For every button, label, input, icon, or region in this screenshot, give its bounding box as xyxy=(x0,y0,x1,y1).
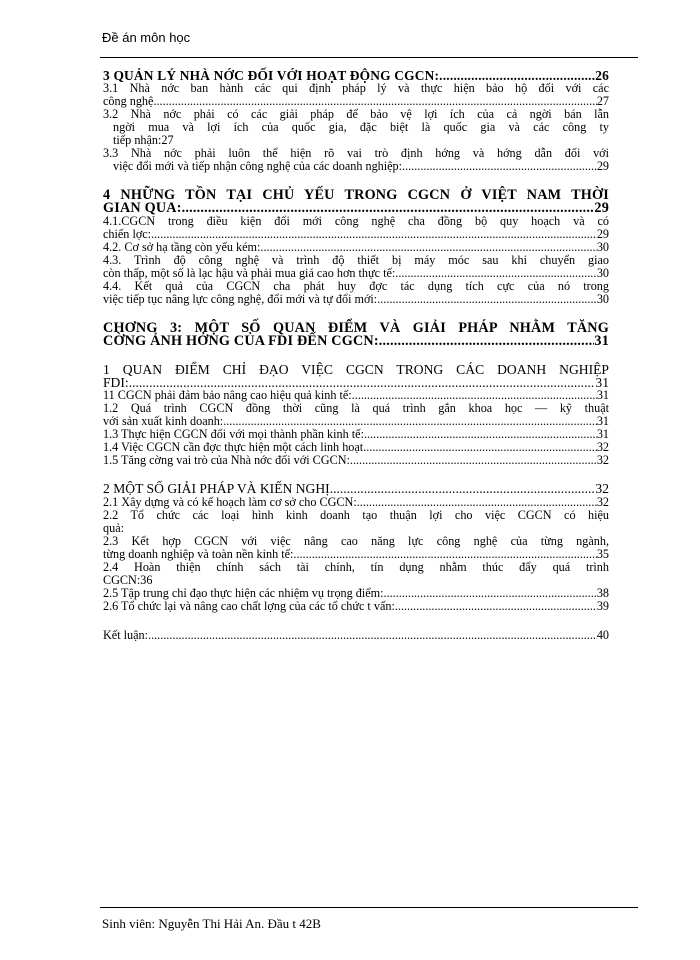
toc-page-number: 29 xyxy=(596,159,609,173)
toc-entry-1-3: 1.3 Thực hiện CGCN đối với mọi thành phần kinh tế: ..... 31 xyxy=(103,428,609,441)
toc-entry-1-4: 1.4 Việc CGCN cần đợc thực hiện một cách linh hoạt ..... 32 xyxy=(103,441,609,454)
toc-page-number: 30 xyxy=(596,240,609,254)
dot-leader xyxy=(402,160,597,173)
dot-leader xyxy=(293,548,596,561)
toc-page-number: 35 xyxy=(596,546,609,561)
toc-entry-1-1: 11 CGCN phải đảm bảo nâng cao hiệu quả kinh tế: ..... 31 xyxy=(103,389,609,402)
dot-leader xyxy=(364,428,597,441)
toc-page-number: 38 xyxy=(596,585,609,600)
toc-entry-4-1-line1: 4.1.CGCN trong điều kiện đổi mới công nghệ cha đồng bộ quy hoạch và có xyxy=(103,214,609,228)
toc-entry-3-2-line3: tiếp nhận:27 xyxy=(113,133,174,147)
toc-entry-4-3-line1: 4.3. Trình độ công nghệ và trình độ thiết bị máy móc sau khi chuyển giao xyxy=(103,253,609,267)
toc-page-number: 31 xyxy=(595,374,609,390)
dot-leader xyxy=(357,496,597,509)
toc-entry-chapter-3-line2: CỜNG ẢNH HỞNG CỦA FDI ĐẾN CGCN: ..... 31 xyxy=(103,335,609,348)
toc-entry-section-4-line2: GIAN QUA: ..... 29 xyxy=(103,202,609,215)
toc-page-number: 40 xyxy=(596,627,609,642)
dot-leader xyxy=(330,483,596,496)
toc-entry-2-2-line2: quả: xyxy=(103,520,124,535)
toc-entry-3-2-line2: ngời mua và lợi ích của quốc gia, đặc biệt là quốc gia và các công ty xyxy=(113,120,609,134)
toc-entry-4-1-line2: chiến lợc: ..... 29 xyxy=(103,228,609,241)
toc-entry-title: 3 QUẢN LÝ NHÀ NỚC ĐỐI VỚI HOẠT ĐỘNG CGCN: xyxy=(103,68,440,83)
toc-page-number: 30 xyxy=(596,292,609,306)
toc-entry-conclusion: Kết luận: ..... 40 xyxy=(103,629,609,642)
header-rule xyxy=(100,57,638,58)
toc-page-number: 32 xyxy=(596,440,609,454)
toc-entry-2-3-line2: từng doanh nghiệp và toàn nền kinh tế: ..... 35 xyxy=(103,548,609,561)
toc-entry-part-2: 2 MỘT SỐ GIẢI PHÁP VÀ KIẾN NGHỊ ..... 32 xyxy=(103,483,609,496)
toc-entry-3-3-line1: 3.3 Nhà nớc phải luôn thể hiện rõ vai trò định hớng và hớng dẫn đối với xyxy=(103,146,609,160)
toc-entry-4-2: 4.2. Cơ sở hạ tầng còn yếu kém: ..... 30 xyxy=(103,241,609,254)
table-of-contents xyxy=(103,70,609,642)
dot-leader xyxy=(379,335,595,348)
toc-page-number: 31 xyxy=(594,333,609,349)
toc-entry-2-3-line1: 2.3 Kết hợp CGCN với việc nâng cao năng lực công nghệ của từng ngành, xyxy=(103,533,609,548)
toc-page-number: 31 xyxy=(596,388,609,402)
toc-entry-2-5: 2.5 Tập trung chỉ đạo thực hiện các nhiệm vụ trọng điểm: ..... 38 xyxy=(103,587,609,600)
toc-entry-1-2-line1: 1.2 Quá trình CGCN đồng thời cũng là quá trình gắn khoa học — kỹ thuật xyxy=(103,401,609,415)
toc-entry-1-2-line2: với sản xuất kinh doanh: ..... 31 xyxy=(103,415,609,428)
toc-entry-1-5: 1.5 Tăng cờng vai trò của Nhà nớc đối với CGCN: ..... 32 xyxy=(103,454,609,467)
page-header-title: Đề án môn học xyxy=(102,30,191,45)
dot-leader xyxy=(363,441,597,454)
toc-page-number: 32 xyxy=(596,453,609,467)
toc-entry-4-4-line1: 4.4. Kết quả của CGCN cha phát huy đợc tác dụng tích cực của nó trong xyxy=(103,279,609,293)
toc-entry-3-2-line1: 3.2 Nhà nớc phải có các giải pháp để bảo vệ lợi ích của cả ngời bán lẫn xyxy=(103,107,609,121)
toc-page-number: 32 xyxy=(596,494,609,509)
toc-page-number: 30 xyxy=(596,266,609,280)
toc-entry-3-3-line2: việc đổi mới và tiếp nhận công nghệ của các doanh nghiệp: ..... 29 xyxy=(103,160,609,173)
toc-entry-2-4-line2: CGCN:36 xyxy=(103,572,153,587)
toc-entry-chapter-3-line1: CHƠNG 3: MỘT SỐ QUAN ĐIỂM VÀ GIẢI PHÁP NHẰM TĂNG xyxy=(103,320,609,336)
toc-entry-2-2-line1: 2.2 Tổ chức các loại hình kinh doanh tạo thuận lợi cho việc CGCN có hiệu xyxy=(103,507,609,522)
toc-entry-part-1-line1: 1 QUAN ĐIỂM CHỈ ĐẠO VIỆC CGCN TRONG CÁC DOANH NGHIỆP xyxy=(103,362,609,377)
toc-entry-3-1-line2: công nghệ ..... 27 xyxy=(103,95,609,108)
toc-entry-part-1-line2: FDI: ..... 31 xyxy=(103,377,609,390)
toc-entry-2-4-line1: 2.4 Hoàn thiện chính sách tài chính, tín dụng nhằm thúc đẩy quá trình xyxy=(103,559,609,574)
toc-entry-section-4-line1: 4 NHỮNG TỒN TẠI CHỦ YẾU TRONG CGCN Ở VIỆT NAM THỜI xyxy=(103,187,609,203)
toc-page-number: 29 xyxy=(594,200,609,216)
toc-entry-3-1-line1: 3.1 Nhà nớc ban hành các qui định pháp lý và thực hiện bảo hộ đối với các xyxy=(103,81,609,95)
toc-entry-4-4-line2: việc tiếp tục nâng lực công nghệ, đổi mới và tự đổi mới: ..... 30 xyxy=(103,293,609,306)
toc-page-number: 27 xyxy=(596,94,609,108)
toc-page-number: 32 xyxy=(595,481,609,496)
toc-page-number: 39 xyxy=(596,598,609,613)
toc-page-number: 31 xyxy=(596,427,609,441)
dot-leader xyxy=(350,454,597,467)
dot-leader xyxy=(148,629,597,642)
page-footer: Sinh viên: Nguyễn Thi Hải An. Đầu t 42B xyxy=(102,916,321,931)
toc-page-number: 31 xyxy=(596,414,609,428)
dot-leader xyxy=(377,293,597,306)
toc-entry-2-6: 2.6 Tổ chức lại và nâng cao chất lợng của các tổ chức t vấn: ..... 39 xyxy=(103,600,609,613)
footer-rule xyxy=(100,907,638,908)
toc-page-number: 26 xyxy=(595,68,609,83)
toc-entry-2-1: 2.1 Xây dựng và có kế hoạch làm cơ sở cho CGCN: ..... 32 xyxy=(103,496,609,509)
toc-page-number: 29 xyxy=(596,227,609,241)
dot-leader xyxy=(395,600,597,613)
dot-leader xyxy=(384,587,597,600)
toc-entry-4-3-line2: còn thấp, một số là lạc hậu và phải mua giá cao hơn thực tế: ..... 30 xyxy=(103,267,609,280)
